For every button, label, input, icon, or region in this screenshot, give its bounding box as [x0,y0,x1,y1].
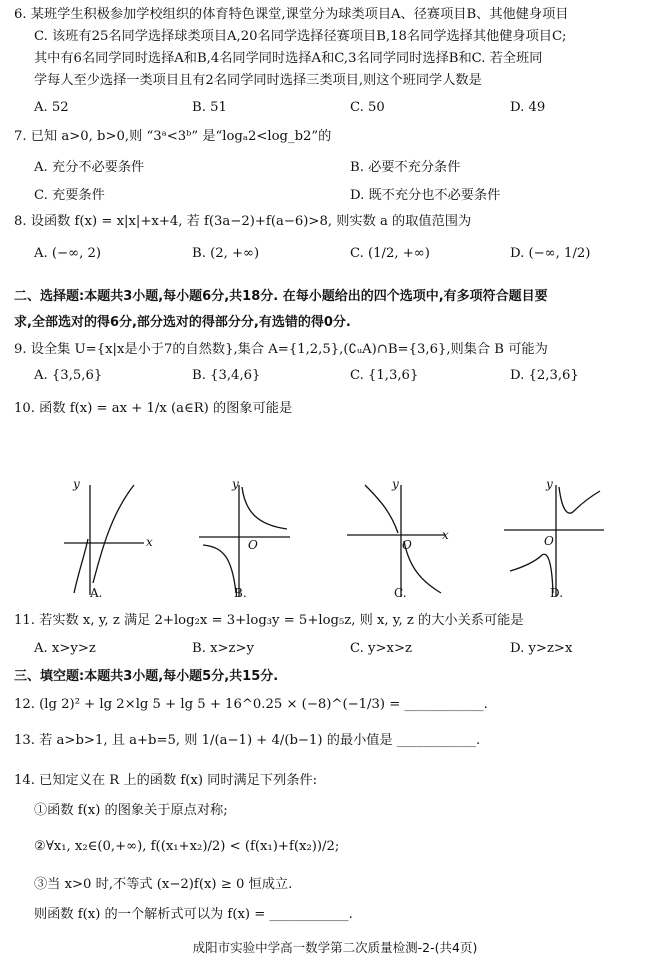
graph-c-x-label: x [442,528,449,542]
q8-option-d: D. (−∞, 1/2) [510,246,591,261]
q6-option-a: A. 52 [34,100,69,115]
q7-option-c: C. 充要条件 [34,188,105,203]
graph-d-origin: O [544,534,554,548]
q6-line-2: C. 该班有25名同学选择球类项目A,20名同学选择径赛项目B,18名同学选择其他健身项目C; [34,29,567,44]
graph-a-label: A. [90,586,103,600]
graph-d-curve-right [559,487,600,513]
q6-line-3: 其中有6名同学同时选择A和B,4名同学同时选择A和C,3名同学同时选择B和C. 若全班同 [34,51,543,66]
graph-d-figure [500,475,610,600]
q11-stem: 11. 若实数 x, y, z 满足 2+log₂x = 3+log₃y = 5+log₅z, 则 x, y, z 的大小关系可能是 [14,613,524,628]
q9-stem: 9. 设全集 U={x|x是小于7的自然数},集合 A={1,2,5},(∁ᵤA)∩B={3,6},则集合 B 可能为 [14,342,548,357]
graph-d-curve-left [510,554,553,593]
q6-option-c: C. 50 [350,100,385,115]
q9-option-d: D. {2,3,6} [510,368,579,383]
q14-tail: 则函数 f(x) 的一个解析式可以为 f(x) = ____________. [34,907,353,922]
graph-a-x-label: x [146,535,153,549]
q6-option-d: D. 49 [510,100,546,115]
page-footer: 成阳市实验中学高一数学第二次质量检测-2-(共4页) [192,940,478,955]
graph-b-curve-right [242,487,287,529]
graph-b-curve-left [203,545,236,593]
q8-option-a: A. (−∞, 2) [34,246,102,261]
q10-stem: 10. 函数 f(x) = ax + 1/x (a∈R) 的图象可能是 [14,401,293,416]
q8-stem: 8. 设函数 f(x) = x|x|+x+4, 若 f(3a−2)+f(a−6)>8, 则实数 a 的取值范围为 [14,214,472,229]
q7-option-d: D. 既不充分也不必要条件 [350,188,501,203]
graph-c-y-label: y [392,477,399,491]
graph-c-label: C. [394,586,407,600]
graph-a-curve-left [74,539,88,593]
q8-option-b: B. (2, +∞) [192,246,260,261]
section-2-heading-line-1: 二、选择题:本题共3小题,每小题6分,共18分. 在每小题给出的四个选项中,有多项符合题目要 [14,289,548,304]
q9-option-c: C. {1,3,6} [350,368,419,383]
q7-stem: 7. 已知 a>0, b>0,则 “3ᵃ<3ᵇ” 是“logₐ2<log_b2”的 [14,129,332,144]
q9-option-b: B. {3,4,6} [192,368,261,383]
graph-c-origin: O [402,538,412,552]
graph-a-y-label: y [73,477,80,491]
q14-condition-2: ②∀x₁, x₂∈(0,+∞), f((x₁+x₂)/2) < (f(x₁)+f(x₂))/2; [34,839,340,854]
graph-a-figure [60,475,150,600]
q11-option-a: A. x>y>z [34,641,96,656]
q14-condition-3: ③当 x>0 时,不等式 (x−2)f(x) ≥ 0 恒成立. [34,877,293,892]
q9-option-a: A. {3,5,6} [34,368,103,383]
graph-d-y-label: y [546,477,553,491]
section-2-heading-line-2: 求,全部选对的得6分,部分选对的得部分分,有选错的得0分. [14,315,351,330]
q14-stem: 14. 已知定义在 R 上的函数 f(x) 同时满足下列条件: [14,773,318,788]
graph-b-y-label: y [232,477,239,491]
q14-condition-1: ①函数 f(x) 的图象关于原点对称; [34,803,228,818]
q13-stem: 13. 若 a>b>1, 且 a+b=5, 则 1/(a−1) + 4/(b−1) 的最小值是 ____________. [14,733,481,748]
q11-option-c: C. y>x>z [350,641,412,656]
graph-b-label: B. [234,586,247,600]
graph-b-origin: O [248,538,258,552]
q7-option-a: A. 充分不必要条件 [34,160,145,175]
q8-option-c: C. (1/2, +∞) [350,246,430,261]
graph-d-label: D. [550,586,564,600]
q11-option-d: D. y>z>x [510,641,573,656]
graph-b-figure [195,475,295,600]
q12-stem: 12. (lg 2)² + lg 2×lg 5 + lg 5 + 16^0.25 × (−8)^(−1/3) = ____________. [14,697,488,712]
q6-line-4: 学每人至少选择一类项目且有2名同学同时选择三类项目,则这个班同学人数是 [34,73,482,88]
q7-option-b: B. 必要不充分条件 [350,160,461,175]
graph-c-curve-left [365,485,398,533]
q6-line-1: 6. 某班学生积极参加学校组织的体育特色课堂,课堂分为球类项目A、径赛项目B、其他健身项目 [14,7,569,22]
section-3-heading: 三、填空题:本题共3小题,每小题5分,共15分. [14,669,279,684]
q6-option-b: B. 51 [192,100,227,115]
q11-option-b: B. x>z>y [192,641,255,656]
graph-a-curve-right [93,485,134,583]
graph-c-figure [345,475,450,600]
